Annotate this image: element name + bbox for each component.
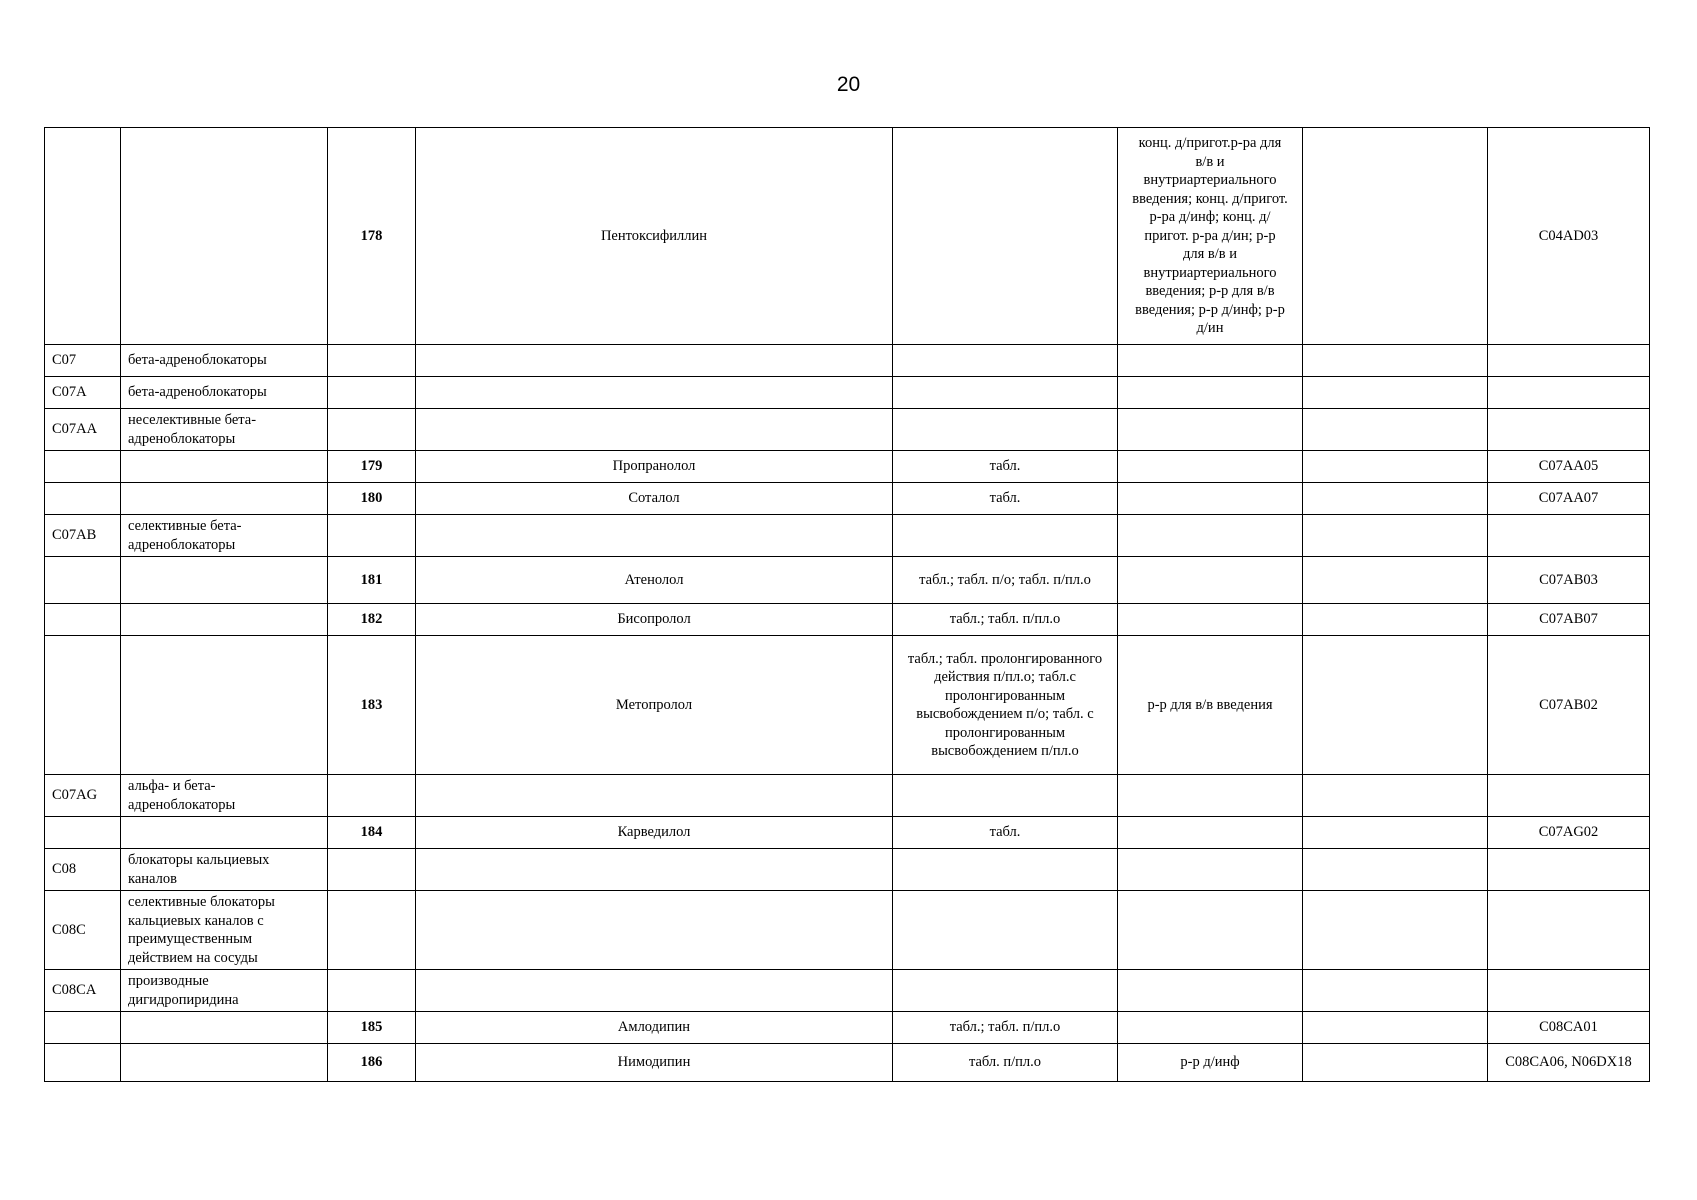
atc-code-cell: C07AA07 — [1488, 483, 1650, 515]
parenteral-form-cell: р-р для в/в введения — [1118, 636, 1303, 775]
table-row — [45, 891, 1650, 970]
atc-group-code-cell: C07 — [45, 345, 121, 377]
table-row — [45, 483, 1650, 515]
drug-name-cell — [416, 775, 893, 817]
drug-name-cell: Соталол — [416, 483, 893, 515]
atc-code-cell — [1488, 775, 1650, 817]
atc-group-name-cell — [121, 557, 328, 604]
table-row — [45, 515, 1650, 557]
table-row — [45, 345, 1650, 377]
item-number-cell — [328, 515, 416, 557]
parenteral-form-cell — [1118, 377, 1303, 409]
drug-name-cell — [416, 849, 893, 891]
oral-form-cell — [893, 377, 1118, 409]
atc-group-code-cell — [45, 1012, 121, 1044]
parenteral-form-cell — [1118, 775, 1303, 817]
drug-name-cell — [416, 515, 893, 557]
atc-code-cell: C04AD03 — [1488, 128, 1650, 345]
atc-group-code-cell — [45, 557, 121, 604]
item-number-cell: 178 — [328, 128, 416, 345]
other-form-cell — [1303, 636, 1488, 775]
atc-code-cell — [1488, 409, 1650, 451]
atc-group-code-cell — [45, 1044, 121, 1082]
parenteral-form-cell: конц. д/пригот.р-ра для в/в и внутриартериального введения; конц. д/пригот. р-ра д/инф; конц. д/пригот. р-ра д/ин; р-р для в/в и внутриартериального введения; р-р для в/в введения; р-р д/инф; р-р д/ин — [1118, 128, 1303, 345]
atc-group-code-cell — [45, 817, 121, 849]
parenteral-form-cell — [1118, 970, 1303, 1012]
atc-group-name-cell: бета-адреноблокаторы — [121, 345, 328, 377]
atc-group-name-cell — [121, 604, 328, 636]
atc-group-name-cell: селективные блокаторы кальциевых каналов с преимущественным действием на сосуды — [121, 891, 328, 970]
drug-name-cell: Пентоксифиллин — [416, 128, 893, 345]
drug-name-cell — [416, 377, 893, 409]
atc-group-code-cell — [45, 604, 121, 636]
drug-name-cell: Карведилол — [416, 817, 893, 849]
atc-group-name-cell — [121, 817, 328, 849]
atc-group-name-cell — [121, 483, 328, 515]
oral-form-cell: табл.; табл. п/о; табл. п/пл.о — [893, 557, 1118, 604]
other-form-cell — [1303, 345, 1488, 377]
atc-group-code-cell: C08 — [45, 849, 121, 891]
drug-name-cell — [416, 345, 893, 377]
parenteral-form-cell — [1118, 849, 1303, 891]
parenteral-form-cell — [1118, 345, 1303, 377]
item-number-cell: 183 — [328, 636, 416, 775]
table-row — [45, 1044, 1650, 1082]
page-number: 20 — [836, 73, 861, 96]
other-form-cell — [1303, 483, 1488, 515]
atc-code-cell — [1488, 849, 1650, 891]
item-number-cell — [328, 345, 416, 377]
atc-code-cell: C07AB02 — [1488, 636, 1650, 775]
oral-form-cell: табл.; табл. пролонгированного действия п/пл.о; табл.с пролонгированным высвобождением п/о; табл. с пролонгированным высвобождением п/пл.о — [893, 636, 1118, 775]
item-number-cell — [328, 377, 416, 409]
item-number-cell: 184 — [328, 817, 416, 849]
other-form-cell — [1303, 849, 1488, 891]
table-row — [45, 557, 1650, 604]
drug-name-cell: Амлодипин — [416, 1012, 893, 1044]
drug-name-cell: Бисопролол — [416, 604, 893, 636]
parenteral-form-cell — [1118, 451, 1303, 483]
atc-group-code-cell: C07AG — [45, 775, 121, 817]
atc-code-cell: C07AG02 — [1488, 817, 1650, 849]
item-number-cell: 185 — [328, 1012, 416, 1044]
atc-group-code-cell: C07AA — [45, 409, 121, 451]
atc-group-code-cell: C08C — [45, 891, 121, 970]
table-row — [45, 817, 1650, 849]
atc-group-name-cell: блокаторы кальциевых каналов — [121, 849, 328, 891]
drug-name-cell: Метопролол — [416, 636, 893, 775]
drug-name-cell — [416, 409, 893, 451]
table-row — [45, 377, 1650, 409]
drug-table — [44, 127, 1650, 1082]
other-form-cell — [1303, 775, 1488, 817]
table-row — [45, 604, 1650, 636]
table-row — [45, 451, 1650, 483]
atc-group-name-cell: альфа- и бета-адреноблокаторы — [121, 775, 328, 817]
table-row — [45, 849, 1650, 891]
atc-group-code-cell: C07A — [45, 377, 121, 409]
atc-code-cell: C08CA01 — [1488, 1012, 1650, 1044]
atc-group-name-cell: бета-адреноблокаторы — [121, 377, 328, 409]
oral-form-cell: табл. — [893, 451, 1118, 483]
other-form-cell — [1303, 128, 1488, 345]
other-form-cell — [1303, 1044, 1488, 1082]
parenteral-form-cell — [1118, 557, 1303, 604]
parenteral-form-cell — [1118, 817, 1303, 849]
table-row — [45, 775, 1650, 817]
drug-name-cell: Атенолол — [416, 557, 893, 604]
atc-code-cell — [1488, 970, 1650, 1012]
item-number-cell: 181 — [328, 557, 416, 604]
other-form-cell — [1303, 970, 1488, 1012]
atc-group-code-cell: C08CA — [45, 970, 121, 1012]
oral-form-cell — [893, 409, 1118, 451]
oral-form-cell — [893, 345, 1118, 377]
oral-form-cell: табл. — [893, 817, 1118, 849]
other-form-cell — [1303, 604, 1488, 636]
other-form-cell — [1303, 1012, 1488, 1044]
other-form-cell — [1303, 377, 1488, 409]
parenteral-form-cell — [1118, 1012, 1303, 1044]
drug-name-cell — [416, 970, 893, 1012]
other-form-cell — [1303, 557, 1488, 604]
atc-group-code-cell — [45, 128, 121, 345]
atc-group-name-cell — [121, 1012, 328, 1044]
item-number-cell — [328, 775, 416, 817]
other-form-cell — [1303, 451, 1488, 483]
oral-form-cell — [893, 970, 1118, 1012]
oral-form-cell — [893, 775, 1118, 817]
atc-group-code-cell — [45, 636, 121, 775]
table-row — [45, 970, 1650, 1012]
atc-group-code-cell — [45, 483, 121, 515]
item-number-cell — [328, 849, 416, 891]
atc-code-cell — [1488, 891, 1650, 970]
atc-group-name-cell — [121, 1044, 328, 1082]
oral-form-cell — [893, 849, 1118, 891]
oral-form-cell — [893, 891, 1118, 970]
other-form-cell — [1303, 409, 1488, 451]
oral-form-cell — [893, 128, 1118, 345]
atc-group-name-cell — [121, 636, 328, 775]
oral-form-cell: табл. — [893, 483, 1118, 515]
drug-name-cell: Пропранолол — [416, 451, 893, 483]
parenteral-form-cell — [1118, 409, 1303, 451]
item-number-cell — [328, 409, 416, 451]
item-number-cell: 186 — [328, 1044, 416, 1082]
table-row — [45, 636, 1650, 775]
oral-form-cell: табл.; табл. п/пл.о — [893, 604, 1118, 636]
item-number-cell: 182 — [328, 604, 416, 636]
item-number-cell — [328, 891, 416, 970]
atc-group-name-cell: неселективные бета-адреноблокаторы — [121, 409, 328, 451]
oral-form-cell: табл.; табл. п/пл.о — [893, 1012, 1118, 1044]
other-form-cell — [1303, 817, 1488, 849]
atc-group-name-cell — [121, 451, 328, 483]
other-form-cell — [1303, 515, 1488, 557]
item-number-cell — [328, 970, 416, 1012]
oral-form-cell — [893, 515, 1118, 557]
atc-group-name-cell: селективные бета-адреноблокаторы — [121, 515, 328, 557]
atc-code-cell — [1488, 377, 1650, 409]
parenteral-form-cell — [1118, 515, 1303, 557]
oral-form-cell: табл. п/пл.о — [893, 1044, 1118, 1082]
atc-code-cell: C07AB03 — [1488, 557, 1650, 604]
parenteral-form-cell: р-р д/инф — [1118, 1044, 1303, 1082]
atc-code-cell: C07AA05 — [1488, 451, 1650, 483]
parenteral-form-cell — [1118, 891, 1303, 970]
drug-name-cell — [416, 891, 893, 970]
table-row — [45, 128, 1650, 345]
item-number-cell: 179 — [328, 451, 416, 483]
atc-group-code-cell — [45, 451, 121, 483]
drug-name-cell: Нимодипин — [416, 1044, 893, 1082]
atc-code-cell: C08CA06, N06DX18 — [1488, 1044, 1650, 1082]
parenteral-form-cell — [1118, 483, 1303, 515]
atc-code-cell — [1488, 345, 1650, 377]
atc-group-name-cell — [121, 128, 328, 345]
atc-group-name-cell: производные дигидропиридина — [121, 970, 328, 1012]
atc-code-cell: C07AB07 — [1488, 604, 1650, 636]
table-row — [45, 409, 1650, 451]
other-form-cell — [1303, 891, 1488, 970]
atc-code-cell — [1488, 515, 1650, 557]
table-row — [45, 1012, 1650, 1044]
item-number-cell: 180 — [328, 483, 416, 515]
atc-group-code-cell: C07AB — [45, 515, 121, 557]
parenteral-form-cell — [1118, 604, 1303, 636]
